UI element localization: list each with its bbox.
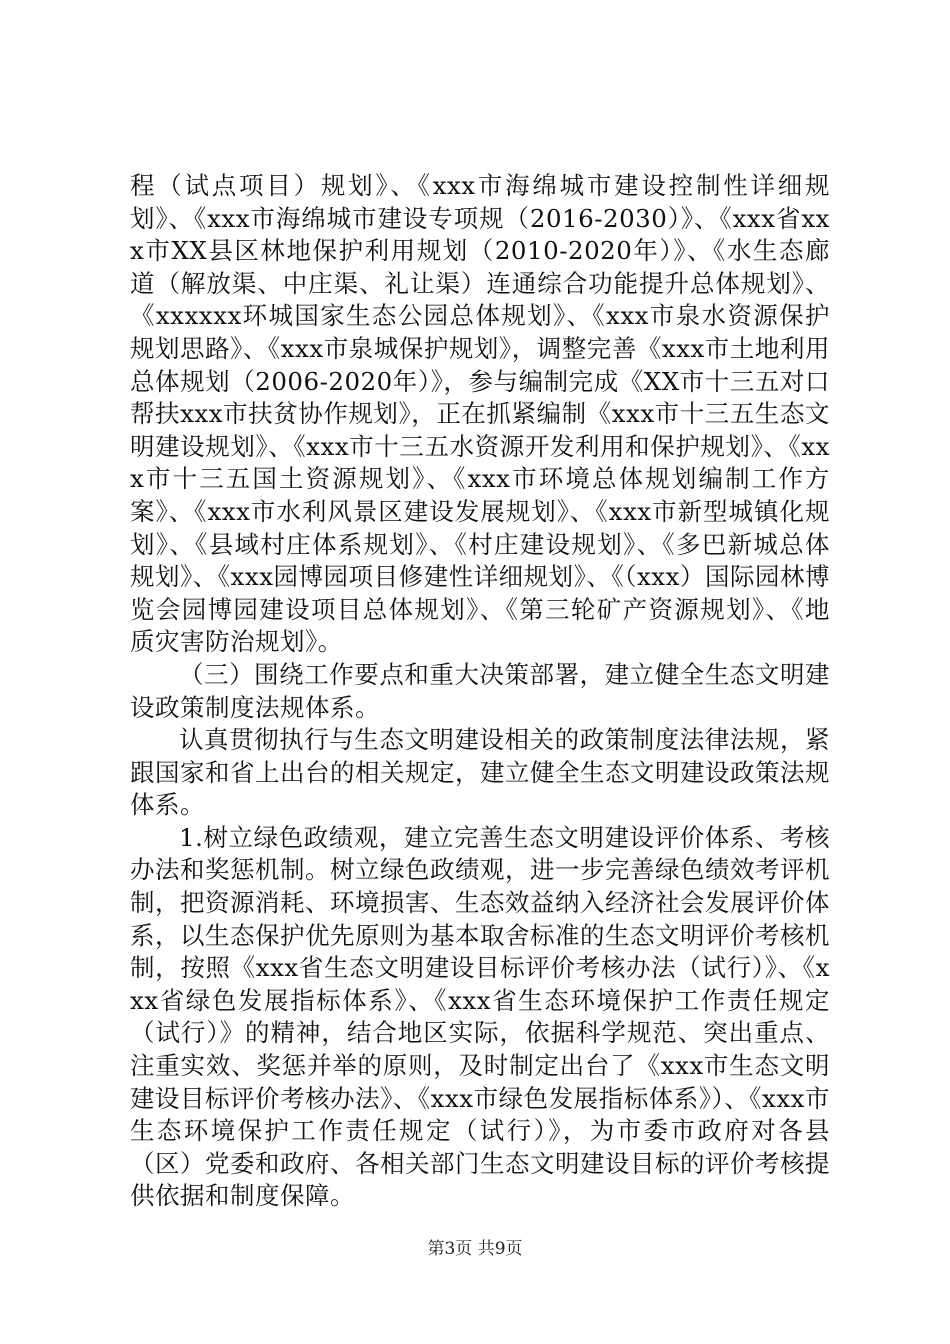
paragraph-planning-list: 程（试点项目）规划》、《xxx市海绵城市建设控制性详细规划》、《xxx市海绵城市建设专项规（2016-2030）》、《xxx省xxx市XX县区林地保护利用规划（2010-2020年）》、《水生态廊道（解放渠、中庄渠、礼让渠）连通综合功能提升总体规划》、《xxxxxx环城国家生态公园总体规划》、《xxx市泉水资源保护规划思路》、《xxx市泉城保护规划》，调整完善《xxx市土地利用总体规划（2006-2020年）》，参与编制完成《XX市十三五对口帮扶xxx市扶贫协作规划》，正在抓紧编制《xxx市十三五生态文明建设规划》、《xxx市十三五水资源开发利用和保护规划》、《xxx市十三五国土资源规划》、《xxx市环境总体规划编制工作方案》、《xxx市水利风景区建设发展规划》、《xxx市新型城镇化规划》、《县域村庄体系规划》、《村庄建设规划》、《多巴新城总体规划》、《xxx园博园项目修建性详细规划》、《（xxx）国际园林博览会园博园建设项目总体规划》、《第三轮矿产资源规划》、《地质灾害防治规划》。 — [130, 171, 830, 657]
paragraph-policy-system: 认真贯彻执行与生态文明建设相关的政策制度法律法规，紧跟国家和省上出台的相关规定，建立健全生态文明建设政策法规体系。 — [130, 725, 830, 820]
section-heading-three: （三）围绕工作要点和重大决策部署，建立健全生态文明建设政策制度法规体系。 — [130, 659, 830, 722]
paragraph-green-performance: 1.树立绿色政绩观，建立完善生态文明建设评价体系、考核办法和奖惩机制。树立绿色政绩观，进一步完善绿色绩效考评机制，把资源消耗、环境损害、生态效益纳入经济社会发展评价体系，以生态保护优先原则为基本取舍标准的生态文明评价考核机制，按照《xxx省生态文明建设目标评价考核办法（试行）》、《xxx省绿色发展指标体系》、《xxx省生态环境保护工作责任规定（试行）》的精神，结合地区实际，依据科学规范、突出重点、注重实效、奖惩并举的原则，及时制定出台了《xxx市生态文明建设目标评价考核办法》、《xxx市绿色发展指标体系》）、《xxx市生态环境保护工作责任规定（试行）》，为市委市政府对各县（区）党委和政府、各相关部门生态文明建设目标的评价考核提供依据和制度保障。 — [130, 822, 830, 1211]
document-body — [130, 170, 830, 1213]
page-number-footer: 第3页 共9页 — [427, 1239, 523, 1259]
